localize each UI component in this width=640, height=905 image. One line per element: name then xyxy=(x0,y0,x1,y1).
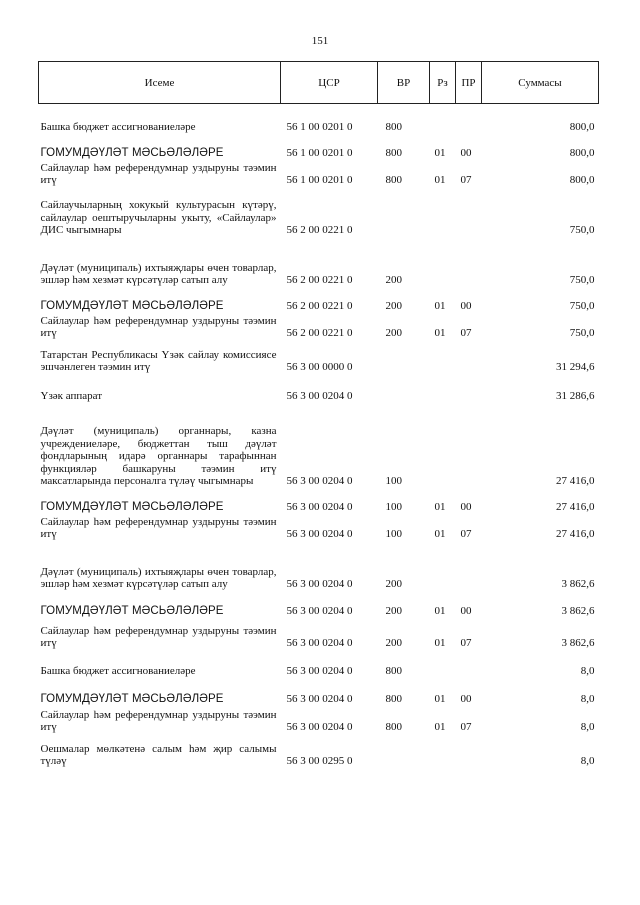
row-csr: 56 3 00 0295 0 xyxy=(286,755,353,768)
row-rz xyxy=(430,187,456,237)
row-sum: 8,0 xyxy=(580,693,595,706)
row-sum: 750,0 xyxy=(569,300,595,313)
table-row xyxy=(39,313,599,340)
row-rz xyxy=(430,104,456,134)
row-vr: 200 xyxy=(385,578,402,591)
row-name: ГОМУМДӘҮЛӘТ МӘСЬӘЛӘЛӘРЕ xyxy=(40,300,224,313)
row-name: Сайлаучыларның хокукый культурасын күтәрү, сайлаулар оештыручыларны укыту, «Сайлаулар» ДИС чыгымнары xyxy=(40,199,277,237)
row-csr: 56 3 00 0204 0 xyxy=(286,528,353,541)
row-vr xyxy=(378,734,430,768)
row-rz: 01 xyxy=(434,327,446,340)
row-csr: 56 2 00 0221 0 xyxy=(286,274,353,287)
row-vr: 100 xyxy=(385,475,402,488)
table-row xyxy=(39,678,599,706)
row-pr xyxy=(456,374,482,403)
row-name: Татарстан Республикасы Үзәк сайлау комиссиясе эшчәнлеген тәэмин итү xyxy=(40,348,277,374)
table-row xyxy=(39,541,599,591)
row-vr: 100 xyxy=(385,528,402,541)
header-rz: Рз xyxy=(430,62,456,104)
table-row xyxy=(39,488,599,514)
row-rz: 01 xyxy=(434,174,446,187)
row-vr: 100 xyxy=(385,501,402,514)
row-rz: 01 xyxy=(434,693,446,706)
row-name: Сайлаулар һәм референдумнар уздыруны тәэмин итү xyxy=(40,515,277,541)
row-name: ГОМУМДӘҮЛӘТ МӘСЬӘЛӘЛӘРЕ xyxy=(40,501,224,514)
table-row xyxy=(39,734,599,768)
table-row xyxy=(39,618,599,650)
row-vr: 800 xyxy=(385,147,402,160)
header-vr: ВР xyxy=(378,62,430,104)
row-vr: 800 xyxy=(385,174,402,187)
row-name: Үзәк аппарат xyxy=(40,390,103,403)
row-vr: 200 xyxy=(385,274,402,287)
row-csr: 56 2 00 0221 0 xyxy=(286,224,353,237)
row-pr xyxy=(456,187,482,237)
row-rz: 01 xyxy=(434,300,446,313)
row-rz: 01 xyxy=(434,605,446,618)
row-rz xyxy=(430,541,456,591)
row-vr: 200 xyxy=(385,637,402,650)
row-pr: 00 xyxy=(460,693,472,706)
row-pr: 07 xyxy=(460,721,472,734)
header-pr: ПР xyxy=(456,62,482,104)
row-name: Сайлаулар һәм референдумнар уздыруны тәэмин итү xyxy=(40,624,277,650)
row-rz: 01 xyxy=(434,501,446,514)
row-rz xyxy=(430,237,456,287)
row-csr: 56 3 00 0204 0 xyxy=(286,693,353,706)
table-row xyxy=(39,403,599,488)
table-row xyxy=(39,237,599,287)
table-row xyxy=(39,591,599,618)
row-name: Дәүләт (муниципаль) органнары, казна учреждениеләре, бюджеттан тыш дәүләт фондларының идарә органнары тарафыннан функцияләр башкаруны тәэмин итү максатларында персоналга түләү чыгымнары xyxy=(40,425,277,488)
row-rz: 01 xyxy=(434,147,446,160)
row-csr: 56 3 00 0204 0 xyxy=(286,578,353,591)
row-sum: 27 416,0 xyxy=(556,501,595,514)
row-rz xyxy=(430,403,456,488)
row-sum: 27 416,0 xyxy=(556,528,595,541)
row-rz xyxy=(430,340,456,374)
table-body xyxy=(39,104,599,768)
row-csr: 56 3 00 0204 0 xyxy=(286,501,353,514)
row-csr: 56 3 00 0204 0 xyxy=(286,475,353,488)
row-name: ГОМУМДӘҮЛӘТ МӘСЬӘЛӘЛӘРЕ xyxy=(40,605,224,618)
row-pr: 00 xyxy=(460,605,472,618)
row-sum: 3 862,6 xyxy=(561,578,595,591)
row-pr: 07 xyxy=(460,327,472,340)
row-vr: 800 xyxy=(385,121,402,134)
row-name: Дәүләт (муниципаль) ихтыяҗлары өчен товарлар, эшләр һәм хезмәт күрсәтүләр сатып алу xyxy=(40,261,277,287)
row-sum: 800,0 xyxy=(569,174,595,187)
table-row xyxy=(39,650,599,678)
row-csr: 56 3 00 0204 0 xyxy=(286,390,353,403)
row-rz xyxy=(430,734,456,768)
row-rz: 01 xyxy=(434,528,446,541)
row-sum: 8,0 xyxy=(580,755,595,768)
row-csr: 56 3 00 0204 0 xyxy=(286,605,353,618)
row-name: Башка бюджет ассигнованиеләре xyxy=(40,121,196,134)
row-sum: 3 862,6 xyxy=(561,605,595,618)
header-sum: Суммасы xyxy=(482,62,599,104)
table-row xyxy=(39,134,599,160)
table-row xyxy=(39,340,599,374)
row-rz: 01 xyxy=(434,637,446,650)
row-pr xyxy=(456,104,482,134)
table-row xyxy=(39,187,599,237)
table-row xyxy=(39,706,599,734)
header-name: Исеме xyxy=(39,62,281,104)
row-name: ГОМУМДӘҮЛӘТ МӘСЬӘЛӘЛӘРЕ xyxy=(40,147,224,160)
row-rz xyxy=(430,374,456,403)
row-csr: 56 1 00 0201 0 xyxy=(286,174,353,187)
row-sum: 800,0 xyxy=(569,147,595,160)
table-row xyxy=(39,287,599,313)
row-sum: 27 416,0 xyxy=(556,475,595,488)
row-rz: 01 xyxy=(434,721,446,734)
row-sum: 750,0 xyxy=(569,224,595,237)
row-vr: 200 xyxy=(385,605,402,618)
row-pr: 00 xyxy=(460,147,472,160)
row-vr xyxy=(378,374,430,403)
row-pr xyxy=(456,734,482,768)
table-row xyxy=(39,374,599,403)
row-vr: 800 xyxy=(385,721,402,734)
row-pr: 07 xyxy=(460,174,472,187)
row-csr: 56 2 00 0221 0 xyxy=(286,327,353,340)
row-pr: 07 xyxy=(460,528,472,541)
row-csr: 56 3 00 0204 0 xyxy=(286,637,353,650)
row-pr: 00 xyxy=(460,501,472,514)
row-name: Башка бюджет ассигнованиеләре xyxy=(40,665,196,678)
row-vr: 800 xyxy=(385,665,402,678)
row-vr xyxy=(378,340,430,374)
table-row xyxy=(39,104,599,134)
row-vr xyxy=(378,187,430,237)
row-name: ГОМУМДӘҮЛӘТ МӘСЬӘЛӘЛӘРЕ xyxy=(40,693,224,706)
row-name: Дәүләт (муниципаль) ихтыяҗлары өчен товарлар, эшләр һәм хезмәт күрсәтүләр сатып алу xyxy=(40,565,277,591)
row-sum: 31 294,6 xyxy=(556,361,595,374)
row-name: Сайлаулар һәм референдумнар уздыруны тәэмин итү xyxy=(40,161,277,187)
row-sum: 750,0 xyxy=(569,327,595,340)
table-header xyxy=(39,62,599,104)
row-sum: 31 286,6 xyxy=(556,390,595,403)
budget-table xyxy=(38,61,599,768)
row-pr xyxy=(456,340,482,374)
row-name: Оешмалар мөлкәтенә салым һәм җир салымы түләү xyxy=(40,742,277,768)
row-csr: 56 2 00 0221 0 xyxy=(286,300,353,313)
row-vr: 200 xyxy=(385,300,402,313)
table-row xyxy=(39,160,599,187)
row-sum: 8,0 xyxy=(580,665,595,678)
row-pr xyxy=(456,237,482,287)
page-number: 151 xyxy=(311,35,329,47)
row-sum: 8,0 xyxy=(580,721,595,734)
row-vr: 800 xyxy=(385,693,402,706)
row-pr: 07 xyxy=(460,637,472,650)
row-pr: 00 xyxy=(460,300,472,313)
row-csr: 56 3 00 0204 0 xyxy=(286,665,353,678)
row-csr: 56 1 00 0201 0 xyxy=(286,121,353,134)
row-name: Сайлаулар һәм референдумнар уздыруны тәэмин итү xyxy=(40,314,277,340)
row-sum: 3 862,6 xyxy=(561,637,595,650)
header-csr: ЦСР xyxy=(281,62,378,104)
row-vr: 200 xyxy=(385,327,402,340)
row-csr: 56 1 00 0201 0 xyxy=(286,147,353,160)
table-row xyxy=(39,514,599,541)
row-sum: 800,0 xyxy=(569,121,595,134)
row-rz xyxy=(430,650,456,678)
row-pr xyxy=(456,650,482,678)
row-sum: 750,0 xyxy=(569,274,595,287)
row-csr: 56 3 00 0000 0 xyxy=(286,361,353,374)
row-pr xyxy=(456,403,482,488)
row-csr: 56 3 00 0204 0 xyxy=(286,721,353,734)
row-name: Сайлаулар һәм референдумнар уздыруны тәэмин итү xyxy=(40,708,277,734)
row-pr xyxy=(456,541,482,591)
